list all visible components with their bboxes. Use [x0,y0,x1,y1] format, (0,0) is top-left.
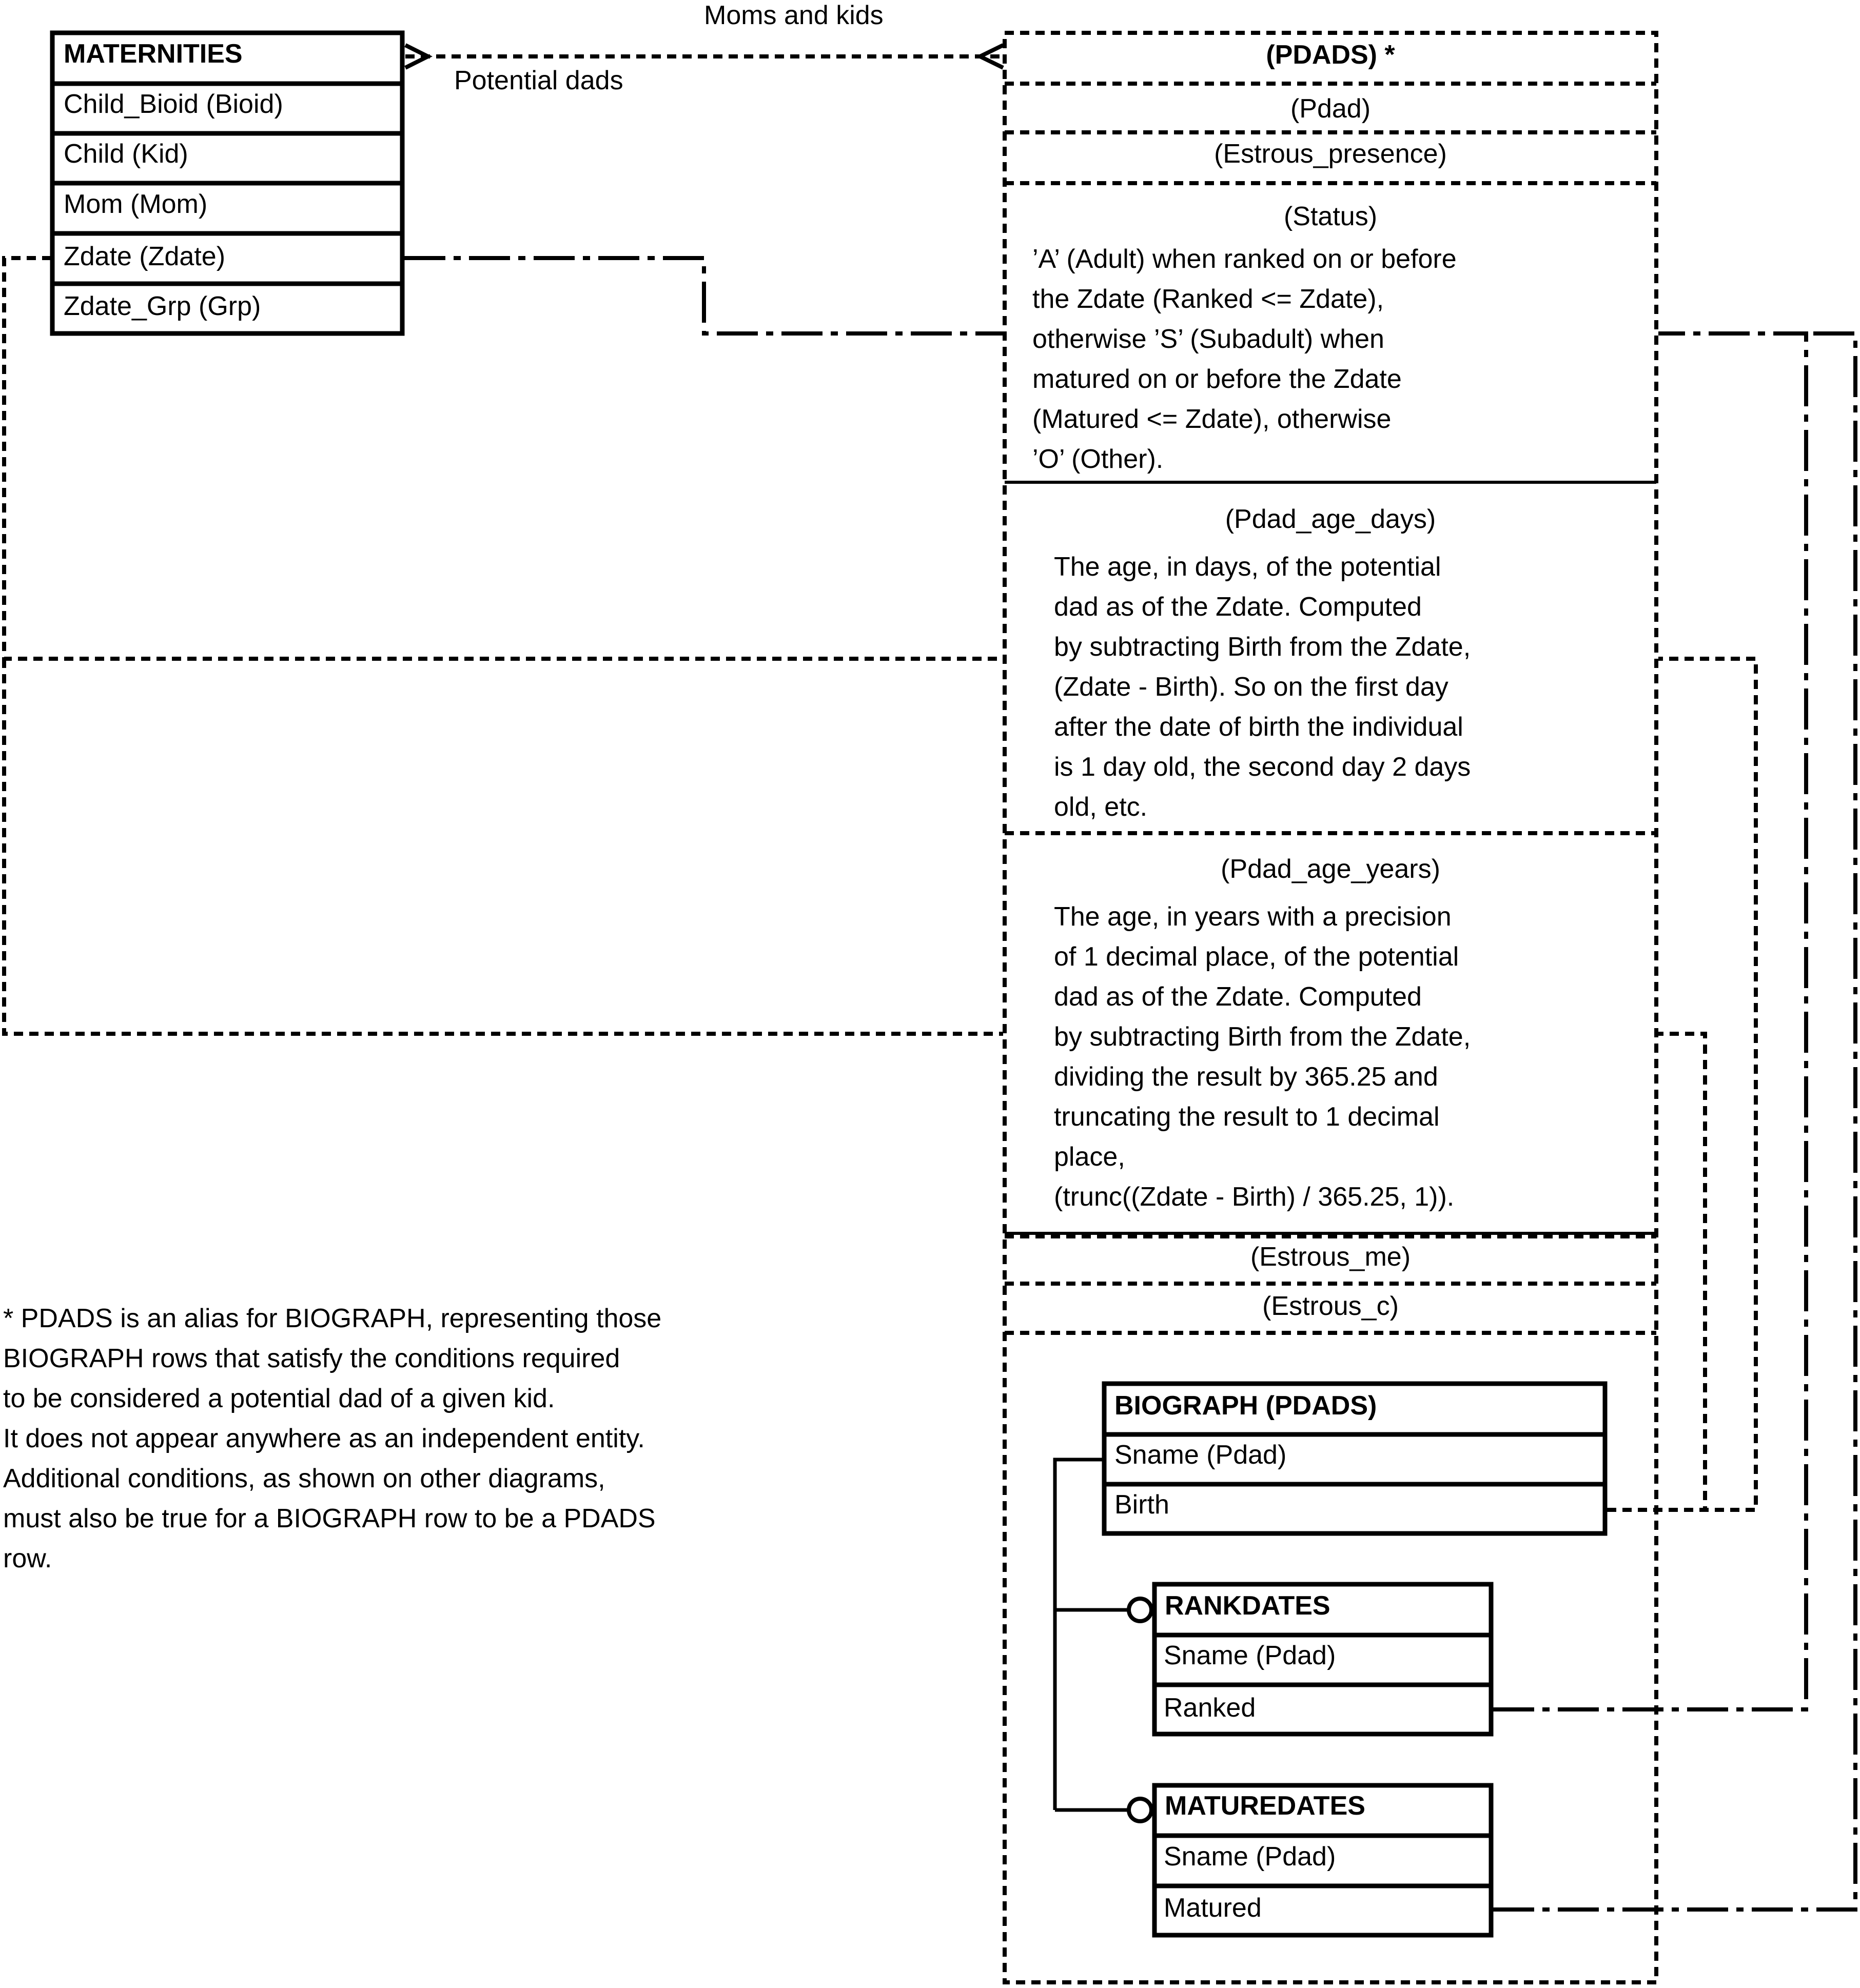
maternities-field-zdate: Zdate (Zdate) [64,242,226,271]
pdads-title: (PDADS) * [1266,40,1395,70]
biograph-field-birth: Birth [1114,1490,1169,1520]
maternities-field-child: Child (Kid) [64,139,188,169]
pdads-field-pdad: (Pdad) [1290,94,1371,124]
maternities-title: MATERNITIES [64,39,243,69]
maternities-field-mom: Mom (Mom) [64,189,208,219]
zdate-status-connector [404,258,1003,333]
pdads-age-days-description: The age, in days, of the potential dad as of the Zdate. Computed by subtracting Birth from the Zdate, (Zdate - Birth). So on the first day after the date of birth the individual is 1 day old, the second day 2 days old, etc. [1054,552,1471,822]
matureddates-field-matured: Matured [1164,1893,1262,1923]
zdate-age-years-connector [4,659,1003,1034]
pdads-field-estrous-me: (Estrous_me) [1250,1242,1411,1272]
relationship-label-moms-and-kids: Moms and kids [704,1,884,30]
rankdates-field-sname: Sname (Pdad) [1164,1641,1336,1670]
biograph-title: BIOGRAPH (PDADS) [1114,1391,1377,1421]
pdads-field-status: (Status) [1283,202,1378,231]
matureddates-title: MATUREDATES [1165,1791,1365,1821]
matured-status-connector [1493,333,1855,1910]
pdads-field-estrous-c: (Estrous_c) [1262,1291,1399,1321]
rankdates-optional-marker [1129,1599,1151,1621]
maternities-field-child-bioid: Child_Bioid (Bioid) [64,89,283,119]
birth-age-days-connector [1607,659,1756,1510]
rankdates-title: RANKDATES [1165,1591,1330,1621]
biograph-field-sname: Sname (Pdad) [1114,1440,1287,1470]
relationship-label-potential-dads: Potential dads [454,66,623,95]
pdads-field-age-days: (Pdad_age_days) [1225,504,1436,534]
pdads-field-age-years: (Pdad_age_years) [1221,854,1440,884]
pdads-age-years-description: The age, in years with a precision of 1 decimal place, of the potential dad as of the Zdate. Computed by subtracting Birth from the Zdate, dividing the result by 365.25 and truncating the result to 1 decimal place, (trunc((Zdate - Birth) / 365.25, 1)). [1054,902,1471,1212]
matureddates-field-sname: Sname (Pdad) [1164,1842,1336,1872]
rankdates-field-ranked: Ranked [1164,1693,1256,1723]
pdads-status-description: ’A’ (Adult) when ranked on or before the Zdate (Ranked <= Zdate), otherwise ’S’ (Subadult) when matured on or before the Zdate (Matured <= Zdate), otherwise ’O’ (Other). [1032,244,1457,474]
ranked-status-connector [1493,333,1806,1709]
pdads-alias-footnote: * PDADS is an alias for BIOGRAPH, representing those BIOGRAPH rows that satisfy the conditions required to be considered a potential dad of a given kid. It does not appear anywhere as an independent entity. Additional conditions, as shown on other diagrams, must also be true for a BIOGRAPH row to be a PDADS row. [3,1304,662,1573]
maternities-field-zdate-grp: Zdate_Grp (Grp) [64,291,261,321]
pdads-field-estrous-presence: (Estrous_presence) [1214,139,1447,169]
matureddates-optional-marker [1129,1799,1151,1821]
